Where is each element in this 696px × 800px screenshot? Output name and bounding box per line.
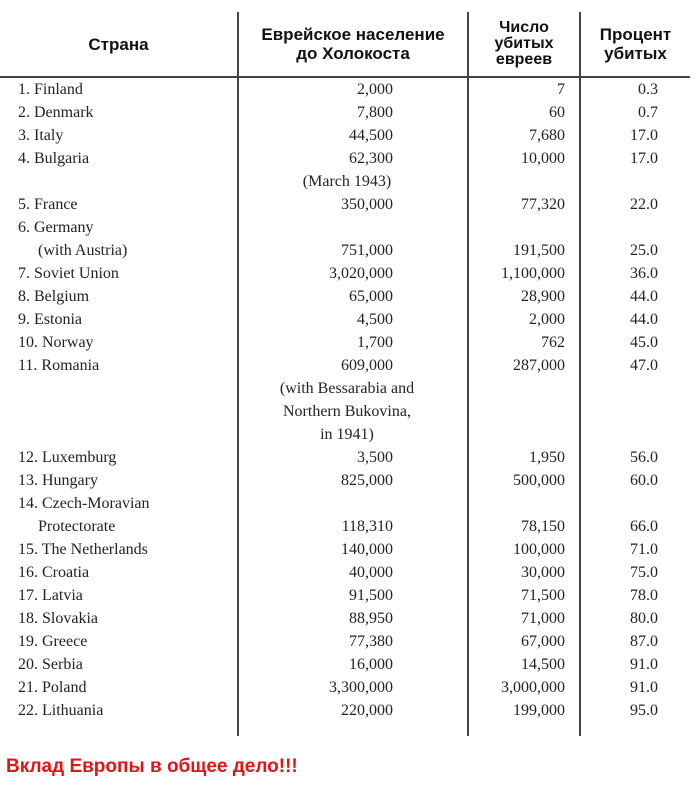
percent-cell: 0.3 [638,81,658,98]
killed-cell: 14,500 [468,653,580,676]
country-cell: 4. Bulgaria [0,147,238,170]
table-row [0,676,690,699]
table-row [0,584,690,607]
country-cell: 22. Lithuania [0,699,238,722]
percent-cell: 47.0 [630,357,658,374]
population-cell: 44,500 [238,124,468,147]
table-row [0,653,690,676]
killed-cell: 60 [468,101,580,124]
population-note-cell: in 1941) [238,423,468,446]
country-cell: 10. Norway [0,331,238,354]
country-cell: 13. Hungary [0,469,238,492]
country-cell: 17. Latvia [0,584,238,607]
population-cell: 88,950 [238,607,468,630]
percent-cell [580,423,690,446]
killed-cell: 199,000 [468,699,580,722]
table-row [0,239,690,262]
population-cell [238,216,468,239]
country-cell: 1. Finland [0,77,238,101]
country-cell [0,377,238,400]
killed-cell [468,216,580,239]
killed-cell: 2,000 [468,308,580,331]
percent-cell: 71.0 [630,541,658,558]
killed-cell: 7 [468,77,580,101]
table-row [0,308,690,331]
population-cell: 609,000 [238,354,468,377]
population-note-cell: (March 1943) [238,170,468,193]
table-header-row [0,12,690,77]
percent-cell: 44.0 [630,311,658,328]
killed-cell: 28,900 [468,285,580,308]
population-cell: 825,000 [238,469,468,492]
killed-cell: 67,000 [468,630,580,653]
table-row [0,400,690,423]
country-cell: 2. Denmark [0,101,238,124]
population-cell: 118,310 [238,515,468,538]
country-cell: 15. The Netherlands [0,538,238,561]
percent-cell: 91.0 [630,656,658,673]
caption: Вклад Европы в общее дело!!! [6,756,298,777]
percent-cell [580,216,690,239]
country-cell: 11. Romania [0,354,238,377]
population-cell [238,492,468,515]
country-cell: 12. Luxemburg [0,446,238,469]
percent-cell: 56.0 [630,449,658,466]
country-cell: 18. Slovakia [0,607,238,630]
spacer-cell [468,722,580,736]
table-row [0,354,690,377]
killed-cell: 500,000 [468,469,580,492]
table-row [0,469,690,492]
killed-cell: 10,000 [468,147,580,170]
table-row [0,607,690,630]
country-cell: 16. Croatia [0,561,238,584]
population-cell: 3,020,000 [238,262,468,285]
population-cell: 751,000 [238,239,468,262]
holocaust-statistics-table [0,12,690,736]
killed-cell [468,492,580,515]
country-cell: 5. France [0,193,238,216]
percent-cell: 45.0 [630,334,658,351]
table-row [0,147,690,170]
country-cell: 19. Greece [0,630,238,653]
country-cell [0,400,238,423]
percent-cell: 36.0 [630,265,658,282]
table-body [0,77,690,736]
table-row [0,77,690,101]
percent-cell [580,170,690,193]
percent-cell: 17.0 [630,127,658,144]
country-cell: (with Austria) [0,239,238,262]
population-cell: 350,000 [238,193,468,216]
table-row [0,699,690,722]
population-cell: 4,500 [238,308,468,331]
country-cell: 21. Poland [0,676,238,699]
percent-cell [580,492,690,515]
table-row [0,538,690,561]
percent-cell: 17.0 [630,150,658,167]
country-cell: 8. Belgium [0,285,238,308]
killed-cell: 30,000 [468,561,580,584]
killed-cell [468,377,580,400]
killed-cell: 762 [468,331,580,354]
killed-cell: 78,150 [468,515,580,538]
population-cell: 220,000 [238,699,468,722]
country-cell: 6. Germany [0,216,238,239]
percent-cell: 60.0 [630,472,658,489]
table-row [0,262,690,285]
percent-cell: 22.0 [630,196,658,213]
killed-cell: 3,000,000 [468,676,580,699]
country-cell [0,170,238,193]
country-cell: Protectorate [0,515,238,538]
killed-cell: 1,950 [468,446,580,469]
header-country: Страна [0,12,238,77]
table-row [0,446,690,469]
population-cell: 91,500 [238,584,468,607]
table-spacer-row [0,722,690,736]
population-cell: 1,700 [238,331,468,354]
population-cell: 77,380 [238,630,468,653]
table-row [0,331,690,354]
population-cell: 40,000 [238,561,468,584]
country-cell: 9. Estonia [0,308,238,331]
table-row [0,423,690,446]
table-row [0,630,690,653]
percent-cell: 44.0 [630,288,658,305]
country-cell: 14. Czech-Moravian [0,492,238,515]
country-cell: 7. Soviet Union [0,262,238,285]
population-cell: 62,300 [238,147,468,170]
killed-cell [468,423,580,446]
killed-cell: 7,680 [468,124,580,147]
population-cell: 65,000 [238,285,468,308]
table-row [0,515,690,538]
population-cell: 140,000 [238,538,468,561]
spacer-cell [0,722,238,736]
killed-cell: 1,100,000 [468,262,580,285]
percent-cell [580,377,690,400]
table-row [0,124,690,147]
percent-cell: 75.0 [630,564,658,581]
percent-cell [580,400,690,423]
table-row [0,216,690,239]
percent-cell: 78.0 [630,587,658,604]
killed-cell: 100,000 [468,538,580,561]
population-cell: 3,300,000 [238,676,468,699]
header-population: Еврейское население до Холокоста [238,12,468,77]
table-row [0,285,690,308]
country-cell: 20. Serbia [0,653,238,676]
population-note-cell: Northern Bukovina, [238,400,468,423]
country-cell [0,423,238,446]
table-row [0,561,690,584]
killed-cell: 287,000 [468,354,580,377]
header-killed: Число убитых евреев [468,12,580,77]
percent-cell: 91.0 [630,679,658,696]
spacer-cell [238,722,468,736]
percent-cell: 25.0 [630,242,658,259]
table-row [0,492,690,515]
population-cell: 3,500 [238,446,468,469]
spacer-cell [580,722,690,736]
population-cell: 7,800 [238,101,468,124]
killed-cell: 71,500 [468,584,580,607]
percent-cell: 95.0 [630,702,658,719]
percent-cell: 66.0 [630,518,658,535]
population-cell: 16,000 [238,653,468,676]
table-row [0,170,690,193]
table-row [0,101,690,124]
killed-cell: 71,000 [468,607,580,630]
killed-cell: 77,320 [468,193,580,216]
population-note-cell: (with Bessarabia and [238,377,468,400]
table-row [0,377,690,400]
table-row [0,193,690,216]
percent-cell: 80.0 [630,610,658,627]
population-cell: 2,000 [238,77,468,101]
killed-cell: 191,500 [468,239,580,262]
country-cell: 3. Italy [0,124,238,147]
percent-cell: 87.0 [630,633,658,650]
percent-cell: 0.7 [638,104,658,121]
header-percent: Процент убитых [580,12,690,77]
killed-cell [468,400,580,423]
killed-cell [468,170,580,193]
